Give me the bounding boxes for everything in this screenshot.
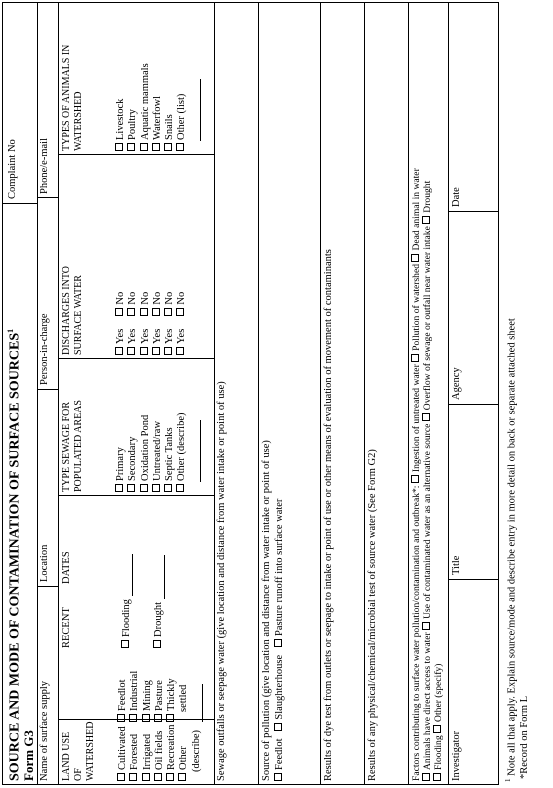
discharge-row: Yes No <box>115 245 127 355</box>
divider <box>58 3 59 784</box>
yes-checkbox[interactable] <box>127 347 135 355</box>
factor-other[interactable]: Other (specify) <box>433 664 444 733</box>
checkbox[interactable] <box>164 484 172 492</box>
checkbox[interactable] <box>121 640 129 648</box>
physical-test-label: Results of any physical/chemical/microbial test of source water (See Form G2) <box>367 449 378 781</box>
divider <box>364 3 365 784</box>
discharges-column <box>61 245 189 355</box>
complaint-no-label: Complaint No <box>7 139 18 199</box>
sewage-column <box>61 362 201 492</box>
checkbox[interactable] <box>422 413 430 421</box>
animal-other-line <box>189 6 201 151</box>
checkbox[interactable] <box>176 484 184 492</box>
land-use-recreation[interactable]: Recreation <box>166 725 178 781</box>
checkbox[interactable] <box>129 773 137 781</box>
footnote-2: *Record on Form L <box>519 695 530 779</box>
sewage-other[interactable]: Other (describe) <box>176 362 188 492</box>
divider <box>58 358 214 359</box>
checkbox[interactable] <box>422 216 430 224</box>
checkbox[interactable] <box>154 773 162 781</box>
divider <box>448 579 499 580</box>
dye-test-label: Results of dye test from outlets or seepage to intake or point of use or other means of evaluation of movement of contaminants <box>323 249 334 781</box>
phone-email-label: Phone/e-mail <box>39 138 50 194</box>
yes-checkbox[interactable] <box>176 347 184 355</box>
checkbox[interactable] <box>140 484 148 492</box>
checkbox[interactable] <box>274 723 282 731</box>
factor-drought[interactable]: Drought <box>422 181 433 224</box>
checkbox[interactable] <box>154 714 162 722</box>
divider <box>37 197 58 198</box>
checkbox[interactable] <box>115 143 123 151</box>
factors-line-1 <box>411 168 422 781</box>
pollution-feedlot[interactable]: Feedlot <box>274 739 285 782</box>
no-checkbox[interactable] <box>152 308 160 316</box>
factor-flooding[interactable]: Flooding <box>433 735 444 781</box>
form-id: Form G3 <box>21 730 36 781</box>
land-use-other[interactable]: Other <box>178 725 190 781</box>
discharge-rows <box>115 245 189 355</box>
land-use-thickly-settled[interactable]: Thickly <box>166 650 178 722</box>
no-checkbox[interactable] <box>115 308 123 316</box>
discharge-row: Yes No <box>127 245 139 355</box>
land-use-feedlot[interactable]: Feedlot <box>117 650 129 722</box>
recent-header: RECENT <box>61 607 72 648</box>
checkbox[interactable] <box>178 773 186 781</box>
discharge-row: Yes No <box>140 245 152 355</box>
checkbox[interactable] <box>152 484 160 492</box>
checkbox[interactable] <box>117 714 125 722</box>
agency-label: Agency <box>451 367 462 400</box>
checkbox[interactable] <box>422 773 430 781</box>
checkbox[interactable] <box>140 143 148 151</box>
sewage-outfalls-label: Sewage outfalls or seepage water (give location and distance from water intake or point of use) <box>216 381 227 781</box>
land-use-settled: settled <box>178 684 190 712</box>
flooding-date-line[interactable] <box>132 554 133 596</box>
write-in-line[interactable] <box>202 684 203 722</box>
divider <box>320 3 321 784</box>
sewage-untreated[interactable]: Untreated/raw <box>152 362 164 492</box>
yes-checkbox[interactable] <box>152 347 160 355</box>
investigator-label: Investigator <box>451 730 462 781</box>
checkbox[interactable] <box>411 475 419 483</box>
title-label: Title <box>451 555 462 575</box>
factor-dead-animal[interactable]: Dead animal in water <box>411 168 422 261</box>
checkbox[interactable] <box>422 622 430 630</box>
factors-line-2 <box>422 181 433 781</box>
checkbox[interactable] <box>115 484 123 492</box>
divider <box>448 404 499 405</box>
sewage-secondary[interactable]: Secondary <box>127 362 139 492</box>
land-use-column <box>61 721 202 781</box>
sewage-other-line <box>189 362 201 492</box>
divider <box>214 3 215 784</box>
factor-pollution-watershed[interactable]: Pollution of watershed <box>411 264 422 362</box>
no-checkbox[interactable] <box>127 308 135 316</box>
discharge-row: Yes No <box>176 245 188 355</box>
checkbox[interactable] <box>166 773 174 781</box>
checkbox[interactable] <box>411 354 419 362</box>
yes-checkbox[interactable] <box>140 347 148 355</box>
sewage-septic-tanks[interactable]: Septic Tanks <box>164 362 176 492</box>
form-g3 <box>2 2 499 785</box>
yes-checkbox[interactable] <box>115 347 123 355</box>
divider <box>37 586 58 587</box>
sewage-header: TYPE SEWAGE FOR POPULATED AREAS <box>61 400 84 492</box>
land-use-industrial[interactable]: Industrial <box>129 650 141 722</box>
checkbox[interactable] <box>153 640 161 648</box>
animal-other[interactable]: Other (list) <box>176 6 188 151</box>
land-use-other-line <box>191 650 203 722</box>
checkbox[interactable] <box>274 639 282 647</box>
discharge-row: Yes No <box>164 245 176 355</box>
pollution-slaughterhouse[interactable]: Slaughterhouse <box>274 655 285 731</box>
checkbox[interactable] <box>129 714 137 722</box>
factor-overflow-sewage[interactable]: Overflow of sewage or outfall near water intake <box>422 226 433 421</box>
divider <box>448 211 499 212</box>
divider <box>37 389 58 390</box>
land-use-describe: (describe) <box>190 730 202 772</box>
animals-header: TYPES OF ANIMALS IN WATERSHED <box>61 44 84 151</box>
land-use-mining[interactable]: Mining <box>142 650 154 722</box>
factor-ingestion[interactable]: Ingestion of untreated water <box>411 364 422 483</box>
checkbox[interactable] <box>176 143 184 151</box>
drought-date-line[interactable] <box>164 555 165 599</box>
divider <box>58 154 214 155</box>
no-checkbox[interactable] <box>176 308 184 316</box>
pollution-pasture-runoff[interactable]: Pasture runoff into surface water <box>274 499 285 647</box>
factor-animal-access[interactable]: Animals have direct access to water <box>422 632 433 781</box>
factors-line-3 <box>433 664 444 781</box>
form-title: SOURCE AND MODE OF CONTAMINATION OF SURFACE SOURCES$^1$ <box>6 328 23 781</box>
divider <box>258 3 259 784</box>
land-use-header: LAND USE OF WATERSHED <box>61 721 96 781</box>
animal-waterfowl[interactable]: Waterfowl <box>152 6 164 151</box>
animal-aquatic-mammals[interactable]: Aquatic mammals <box>140 6 152 151</box>
land-use-irrigated[interactable]: Irrigated <box>142 725 154 781</box>
discharges-header: DISCHARGES INTO SURFACE WATER <box>61 266 84 355</box>
divider <box>58 495 214 496</box>
checkbox[interactable] <box>411 254 419 262</box>
discharge-row: Yes No <box>152 245 164 355</box>
factor-alternative-source[interactable]: Use of contaminated water as an alternative source <box>422 424 433 630</box>
date-label: Date <box>451 187 462 207</box>
land-use-column-right <box>117 650 203 722</box>
write-in-line[interactable] <box>200 420 201 482</box>
checkbox[interactable] <box>142 714 150 722</box>
divider <box>448 3 449 784</box>
drought-item[interactable]: Drought <box>153 555 165 648</box>
checkbox[interactable] <box>433 725 441 733</box>
footnote-1: $^1$ Note all that apply. Explain source/mode and describe entry in more detail on back or separate attached sheet <box>504 318 518 782</box>
divider <box>408 3 409 784</box>
animal-poultry[interactable]: Poultry <box>127 6 139 151</box>
sewage-oxidation-pond[interactable]: Oxidation Pond <box>140 362 152 492</box>
land-use-forested[interactable]: Forested <box>129 725 141 781</box>
checkbox[interactable] <box>127 484 135 492</box>
no-checkbox[interactable] <box>164 308 172 316</box>
sewage-primary[interactable]: Primary <box>115 362 127 492</box>
checkbox[interactable] <box>117 773 125 781</box>
person-in-charge-label: Person-in-charge <box>39 313 50 385</box>
divider <box>37 3 38 784</box>
checkbox[interactable] <box>274 773 282 781</box>
factors-label: Factors contributing to surface water pollution/contamination and outbreak*: <box>411 485 422 781</box>
checkbox[interactable] <box>142 773 150 781</box>
land-use-pasture[interactable]: Pasture <box>154 650 166 722</box>
animal-snails[interactable]: Snails <box>164 6 176 151</box>
divider <box>3 203 37 204</box>
pollution-label: Source of pollution (give location and distance from water intake or point of use) <box>261 440 272 781</box>
yes-checkbox[interactable] <box>164 347 172 355</box>
checkbox[interactable] <box>164 143 172 151</box>
animal-livestock[interactable]: Livestock <box>115 6 127 151</box>
no-checkbox[interactable] <box>140 308 148 316</box>
location-label: Location <box>39 544 50 582</box>
animals-column <box>61 6 201 151</box>
supply-name-label: Name of surface supply <box>39 680 50 781</box>
checkbox[interactable] <box>433 773 441 781</box>
flooding-item[interactable]: Flooding <box>121 554 133 648</box>
write-in-line[interactable] <box>200 79 201 141</box>
dates-header: DATES <box>61 551 72 584</box>
checkbox[interactable] <box>127 143 135 151</box>
pollution-options <box>274 499 286 781</box>
land-use-oil-fields[interactable]: Oil fields <box>154 725 166 781</box>
land-use-cultivated[interactable]: Cultivated <box>117 725 129 781</box>
checkbox[interactable] <box>152 143 160 151</box>
checkbox[interactable] <box>166 714 174 722</box>
